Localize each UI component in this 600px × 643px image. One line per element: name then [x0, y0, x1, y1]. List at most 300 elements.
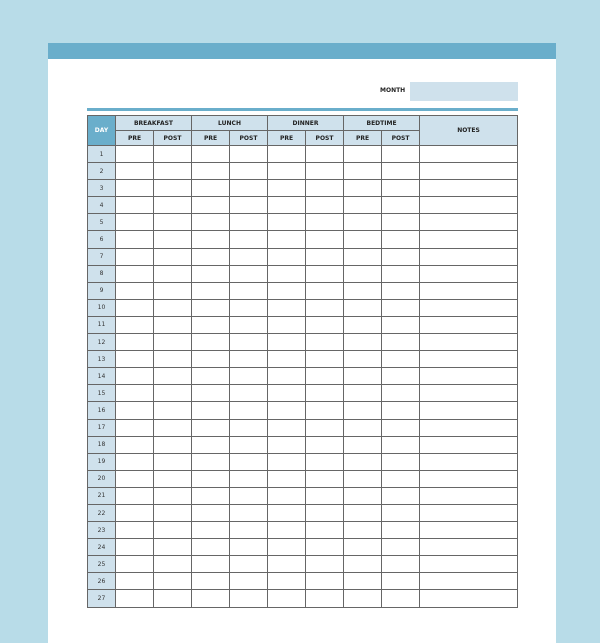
reading-cell[interactable]: [306, 487, 344, 504]
day-number: 8: [88, 265, 116, 282]
group-header-lunch: LUNCH: [192, 116, 268, 131]
reading-cell[interactable]: [192, 334, 230, 351]
day-number: 27: [88, 590, 116, 607]
reading-cell[interactable]: [382, 214, 420, 231]
reading-cell[interactable]: [230, 368, 268, 385]
reading-cell[interactable]: [306, 556, 344, 573]
reading-cell[interactable]: [268, 299, 306, 316]
reading-cell[interactable]: [192, 470, 230, 487]
day-number: 14: [88, 368, 116, 385]
reading-cell[interactable]: [344, 487, 382, 504]
reading-cell[interactable]: [230, 214, 268, 231]
reading-cell[interactable]: [344, 402, 382, 419]
reading-cell[interactable]: [192, 180, 230, 197]
reading-cell[interactable]: [382, 180, 420, 197]
table-row: [88, 573, 518, 590]
reading-cell[interactable]: [154, 214, 192, 231]
reading-cell[interactable]: [306, 385, 344, 402]
reading-cell[interactable]: [116, 504, 154, 521]
reading-cell[interactable]: [268, 556, 306, 573]
notes-cell[interactable]: [420, 197, 518, 214]
reading-cell[interactable]: [154, 146, 192, 163]
reading-cell[interactable]: [382, 163, 420, 180]
day-number: 13: [88, 351, 116, 368]
reading-cell[interactable]: [344, 282, 382, 299]
reading-cell[interactable]: [192, 282, 230, 299]
reading-cell[interactable]: [192, 214, 230, 231]
reading-cell[interactable]: [268, 487, 306, 504]
reading-cell[interactable]: [306, 504, 344, 521]
reading-cell[interactable]: [344, 334, 382, 351]
reading-cell[interactable]: [306, 522, 344, 539]
table-row: [88, 299, 518, 316]
reading-cell[interactable]: [382, 453, 420, 470]
reading-cell[interactable]: [382, 282, 420, 299]
glucose-log-page: [48, 43, 556, 643]
reading-cell[interactable]: [230, 487, 268, 504]
reading-cell[interactable]: [382, 334, 420, 351]
reading-cell[interactable]: [306, 573, 344, 590]
month-label: MONTH: [380, 87, 406, 94]
table-row: [88, 539, 518, 556]
reading-cell[interactable]: [116, 214, 154, 231]
reading-cell[interactable]: [192, 299, 230, 316]
reading-cell[interactable]: [382, 385, 420, 402]
reading-cell[interactable]: [306, 197, 344, 214]
notes-header: NOTES: [420, 116, 518, 146]
notes-cell[interactable]: [420, 214, 518, 231]
reading-cell[interactable]: [344, 419, 382, 436]
reading-cell[interactable]: [154, 231, 192, 248]
reading-cell[interactable]: [192, 197, 230, 214]
reading-cell[interactable]: [192, 556, 230, 573]
day-number: 9: [88, 282, 116, 299]
notes-cell[interactable]: [420, 282, 518, 299]
day-number: 26: [88, 573, 116, 590]
reading-cell[interactable]: [154, 299, 192, 316]
table-row: [88, 334, 518, 351]
reading-cell[interactable]: [192, 316, 230, 333]
reading-cell[interactable]: [116, 180, 154, 197]
reading-cell[interactable]: [230, 402, 268, 419]
reading-cell[interactable]: [154, 351, 192, 368]
table-row: [88, 146, 518, 163]
notes-cell[interactable]: [420, 265, 518, 282]
reading-cell[interactable]: [268, 180, 306, 197]
reading-cell[interactable]: [154, 402, 192, 419]
reading-cell[interactable]: [268, 385, 306, 402]
reading-cell[interactable]: [230, 180, 268, 197]
table-row: [88, 180, 518, 197]
reading-cell[interactable]: [154, 316, 192, 333]
day-number: 18: [88, 436, 116, 453]
reading-cell[interactable]: [382, 368, 420, 385]
notes-cell[interactable]: [420, 334, 518, 351]
reading-cell[interactable]: [154, 573, 192, 590]
group-header-breakfast: BREAKFAST: [116, 116, 192, 131]
reading-cell[interactable]: [192, 419, 230, 436]
reading-cell[interactable]: [268, 470, 306, 487]
table-row: [88, 385, 518, 402]
reading-cell[interactable]: [192, 487, 230, 504]
notes-cell[interactable]: [420, 556, 518, 573]
reading-cell[interactable]: [116, 419, 154, 436]
reading-cell[interactable]: [268, 504, 306, 521]
reading-cell[interactable]: [268, 573, 306, 590]
table-row: [88, 402, 518, 419]
reading-cell[interactable]: [268, 197, 306, 214]
notes-cell[interactable]: [420, 419, 518, 436]
day-number: 3: [88, 180, 116, 197]
table-row: [88, 487, 518, 504]
notes-cell[interactable]: [420, 487, 518, 504]
notes-cell[interactable]: [420, 180, 518, 197]
sub-header-post: POST: [306, 131, 344, 146]
day-number: 21: [88, 487, 116, 504]
reading-cell[interactable]: [344, 504, 382, 521]
reading-cell[interactable]: [382, 504, 420, 521]
reading-cell[interactable]: [344, 214, 382, 231]
reading-cell[interactable]: [382, 470, 420, 487]
reading-cell[interactable]: [268, 146, 306, 163]
log-table: [87, 115, 518, 608]
table-row: [88, 504, 518, 521]
reading-cell[interactable]: [192, 385, 230, 402]
reading-cell[interactable]: [344, 146, 382, 163]
reading-cell[interactable]: [268, 214, 306, 231]
notes-cell[interactable]: [420, 504, 518, 521]
reading-cell[interactable]: [382, 436, 420, 453]
reading-cell[interactable]: [116, 453, 154, 470]
reading-cell[interactable]: [154, 419, 192, 436]
notes-cell[interactable]: [420, 351, 518, 368]
reading-cell[interactable]: [382, 231, 420, 248]
notes-cell[interactable]: [420, 248, 518, 265]
divider: [87, 108, 518, 111]
reading-cell[interactable]: [306, 265, 344, 282]
reading-cell[interactable]: [116, 316, 154, 333]
reading-cell[interactable]: [306, 299, 344, 316]
reading-cell[interactable]: [230, 522, 268, 539]
day-number: 11: [88, 316, 116, 333]
reading-cell[interactable]: [230, 334, 268, 351]
table-row: [88, 248, 518, 265]
reading-cell[interactable]: [116, 522, 154, 539]
table-row: [88, 231, 518, 248]
reading-cell[interactable]: [192, 351, 230, 368]
reading-cell[interactable]: [230, 282, 268, 299]
reading-cell[interactable]: [230, 556, 268, 573]
reading-cell[interactable]: [382, 487, 420, 504]
reading-cell[interactable]: [306, 163, 344, 180]
reading-cell[interactable]: [116, 299, 154, 316]
table-row: [88, 214, 518, 231]
notes-cell[interactable]: [420, 522, 518, 539]
reading-cell[interactable]: [116, 539, 154, 556]
day-number: 12: [88, 334, 116, 351]
reading-cell[interactable]: [116, 197, 154, 214]
reading-cell[interactable]: [192, 590, 230, 607]
reading-cell[interactable]: [344, 248, 382, 265]
reading-cell[interactable]: [344, 265, 382, 282]
reading-cell[interactable]: [192, 402, 230, 419]
reading-cell[interactable]: [154, 539, 192, 556]
reading-cell[interactable]: [116, 248, 154, 265]
reading-cell[interactable]: [230, 248, 268, 265]
reading-cell[interactable]: [268, 334, 306, 351]
reading-cell[interactable]: [230, 504, 268, 521]
notes-cell[interactable]: [420, 539, 518, 556]
reading-cell[interactable]: [382, 265, 420, 282]
reading-cell[interactable]: [268, 436, 306, 453]
reading-cell[interactable]: [306, 470, 344, 487]
group-header-dinner: DINNER: [268, 116, 344, 131]
reading-cell[interactable]: [116, 436, 154, 453]
reading-cell[interactable]: [154, 385, 192, 402]
reading-cell[interactable]: [154, 470, 192, 487]
reading-cell[interactable]: [344, 522, 382, 539]
reading-cell[interactable]: [230, 385, 268, 402]
reading-cell[interactable]: [192, 163, 230, 180]
reading-cell[interactable]: [382, 316, 420, 333]
month-field[interactable]: [410, 82, 518, 101]
reading-cell[interactable]: [154, 248, 192, 265]
table-row: [88, 419, 518, 436]
reading-cell[interactable]: [154, 197, 192, 214]
reading-cell[interactable]: [154, 487, 192, 504]
reading-cell[interactable]: [116, 385, 154, 402]
table-row: [88, 265, 518, 282]
table-row: [88, 556, 518, 573]
reading-cell[interactable]: [154, 504, 192, 521]
table-row: [88, 470, 518, 487]
reading-cell[interactable]: [192, 504, 230, 521]
reading-cell[interactable]: [382, 248, 420, 265]
reading-cell[interactable]: [268, 419, 306, 436]
day-header: DAY: [88, 116, 116, 146]
reading-cell[interactable]: [306, 351, 344, 368]
reading-cell[interactable]: [268, 316, 306, 333]
notes-cell[interactable]: [420, 590, 518, 607]
reading-cell[interactable]: [306, 368, 344, 385]
reading-cell[interactable]: [306, 436, 344, 453]
notes-cell[interactable]: [420, 470, 518, 487]
reading-cell[interactable]: [116, 590, 154, 607]
notes-cell[interactable]: [420, 146, 518, 163]
reading-cell[interactable]: [230, 299, 268, 316]
reading-cell[interactable]: [116, 265, 154, 282]
reading-cell[interactable]: [268, 265, 306, 282]
reading-cell[interactable]: [154, 522, 192, 539]
reading-cell[interactable]: [154, 436, 192, 453]
notes-cell[interactable]: [420, 436, 518, 453]
notes-cell[interactable]: [420, 402, 518, 419]
reading-cell[interactable]: [116, 282, 154, 299]
reading-cell[interactable]: [230, 265, 268, 282]
reading-cell[interactable]: [344, 385, 382, 402]
reading-cell[interactable]: [344, 231, 382, 248]
reading-cell[interactable]: [306, 282, 344, 299]
reading-cell[interactable]: [382, 556, 420, 573]
header-bar: [48, 43, 556, 59]
reading-cell[interactable]: [192, 146, 230, 163]
reading-cell[interactable]: [116, 573, 154, 590]
reading-cell[interactable]: [230, 351, 268, 368]
reading-cell[interactable]: [382, 419, 420, 436]
reading-cell[interactable]: [382, 197, 420, 214]
day-number: 1: [88, 146, 116, 163]
reading-cell[interactable]: [230, 590, 268, 607]
reading-cell[interactable]: [154, 265, 192, 282]
reading-cell[interactable]: [192, 436, 230, 453]
reading-cell[interactable]: [116, 146, 154, 163]
reading-cell[interactable]: [116, 487, 154, 504]
table-row: [88, 368, 518, 385]
reading-cell[interactable]: [116, 334, 154, 351]
reading-cell[interactable]: [382, 590, 420, 607]
day-number: 20: [88, 470, 116, 487]
table-row: [88, 197, 518, 214]
reading-cell[interactable]: [382, 522, 420, 539]
reading-cell[interactable]: [268, 539, 306, 556]
reading-cell[interactable]: [192, 231, 230, 248]
reading-cell[interactable]: [306, 453, 344, 470]
reading-cell[interactable]: [268, 453, 306, 470]
reading-cell[interactable]: [154, 368, 192, 385]
reading-cell[interactable]: [230, 163, 268, 180]
reading-cell[interactable]: [116, 351, 154, 368]
table-row: [88, 436, 518, 453]
reading-cell[interactable]: [306, 214, 344, 231]
reading-cell[interactable]: [268, 163, 306, 180]
reading-cell[interactable]: [344, 180, 382, 197]
reading-cell[interactable]: [154, 180, 192, 197]
notes-cell[interactable]: [420, 385, 518, 402]
reading-cell[interactable]: [192, 539, 230, 556]
reading-cell[interactable]: [344, 299, 382, 316]
reading-cell[interactable]: [382, 402, 420, 419]
notes-cell[interactable]: [420, 231, 518, 248]
notes-cell[interactable]: [420, 368, 518, 385]
sub-header-post: POST: [382, 131, 420, 146]
reading-cell[interactable]: [382, 539, 420, 556]
reading-cell[interactable]: [230, 231, 268, 248]
reading-cell[interactable]: [230, 316, 268, 333]
reading-cell[interactable]: [230, 419, 268, 436]
reading-cell[interactable]: [192, 265, 230, 282]
day-number: 10: [88, 299, 116, 316]
reading-cell[interactable]: [230, 470, 268, 487]
reading-cell[interactable]: [382, 299, 420, 316]
reading-cell[interactable]: [306, 334, 344, 351]
reading-cell[interactable]: [268, 248, 306, 265]
reading-cell[interactable]: [344, 436, 382, 453]
reading-cell[interactable]: [116, 163, 154, 180]
reading-cell[interactable]: [268, 231, 306, 248]
sub-header-pre: PRE: [268, 131, 306, 146]
reading-cell[interactable]: [268, 368, 306, 385]
reading-cell[interactable]: [344, 163, 382, 180]
table-row: [88, 351, 518, 368]
reading-cell[interactable]: [344, 590, 382, 607]
reading-cell[interactable]: [344, 539, 382, 556]
day-number: 17: [88, 419, 116, 436]
reading-cell[interactable]: [306, 248, 344, 265]
reading-cell[interactable]: [306, 419, 344, 436]
reading-cell[interactable]: [268, 351, 306, 368]
reading-cell[interactable]: [192, 453, 230, 470]
reading-cell[interactable]: [116, 231, 154, 248]
reading-cell[interactable]: [154, 334, 192, 351]
reading-cell[interactable]: [154, 453, 192, 470]
sub-header-post: POST: [230, 131, 268, 146]
reading-cell[interactable]: [306, 590, 344, 607]
day-number: 19: [88, 453, 116, 470]
reading-cell[interactable]: [154, 163, 192, 180]
reading-cell[interactable]: [344, 470, 382, 487]
reading-cell[interactable]: [192, 573, 230, 590]
reading-cell[interactable]: [268, 590, 306, 607]
reading-cell[interactable]: [344, 316, 382, 333]
table-row: [88, 163, 518, 180]
reading-cell[interactable]: [154, 556, 192, 573]
reading-cell[interactable]: [116, 556, 154, 573]
reading-cell[interactable]: [344, 197, 382, 214]
reading-cell[interactable]: [268, 282, 306, 299]
reading-cell[interactable]: [116, 402, 154, 419]
reading-cell[interactable]: [382, 351, 420, 368]
reading-cell[interactable]: [306, 539, 344, 556]
reading-cell[interactable]: [154, 590, 192, 607]
reading-cell[interactable]: [192, 368, 230, 385]
reading-cell[interactable]: [230, 539, 268, 556]
reading-cell[interactable]: [344, 453, 382, 470]
notes-cell[interactable]: [420, 453, 518, 470]
reading-cell[interactable]: [344, 351, 382, 368]
reading-cell[interactable]: [344, 556, 382, 573]
reading-cell[interactable]: [306, 231, 344, 248]
day-number: 2: [88, 163, 116, 180]
reading-cell[interactable]: [344, 573, 382, 590]
reading-cell[interactable]: [306, 180, 344, 197]
reading-cell[interactable]: [116, 368, 154, 385]
notes-cell[interactable]: [420, 573, 518, 590]
reading-cell[interactable]: [306, 316, 344, 333]
reading-cell[interactable]: [116, 470, 154, 487]
reading-cell[interactable]: [230, 436, 268, 453]
notes-cell[interactable]: [420, 299, 518, 316]
reading-cell[interactable]: [230, 573, 268, 590]
reading-cell[interactable]: [192, 522, 230, 539]
reading-cell[interactable]: [230, 146, 268, 163]
notes-cell[interactable]: [420, 163, 518, 180]
reading-cell[interactable]: [344, 368, 382, 385]
reading-cell[interactable]: [230, 453, 268, 470]
reading-cell[interactable]: [306, 402, 344, 419]
day-number: 24: [88, 539, 116, 556]
day-number: 4: [88, 197, 116, 214]
reading-cell[interactable]: [268, 522, 306, 539]
reading-cell[interactable]: [306, 146, 344, 163]
reading-cell[interactable]: [192, 248, 230, 265]
day-number: 23: [88, 522, 116, 539]
reading-cell[interactable]: [382, 573, 420, 590]
reading-cell[interactable]: [382, 146, 420, 163]
notes-cell[interactable]: [420, 316, 518, 333]
reading-cell[interactable]: [230, 197, 268, 214]
reading-cell[interactable]: [268, 402, 306, 419]
reading-cell[interactable]: [154, 282, 192, 299]
